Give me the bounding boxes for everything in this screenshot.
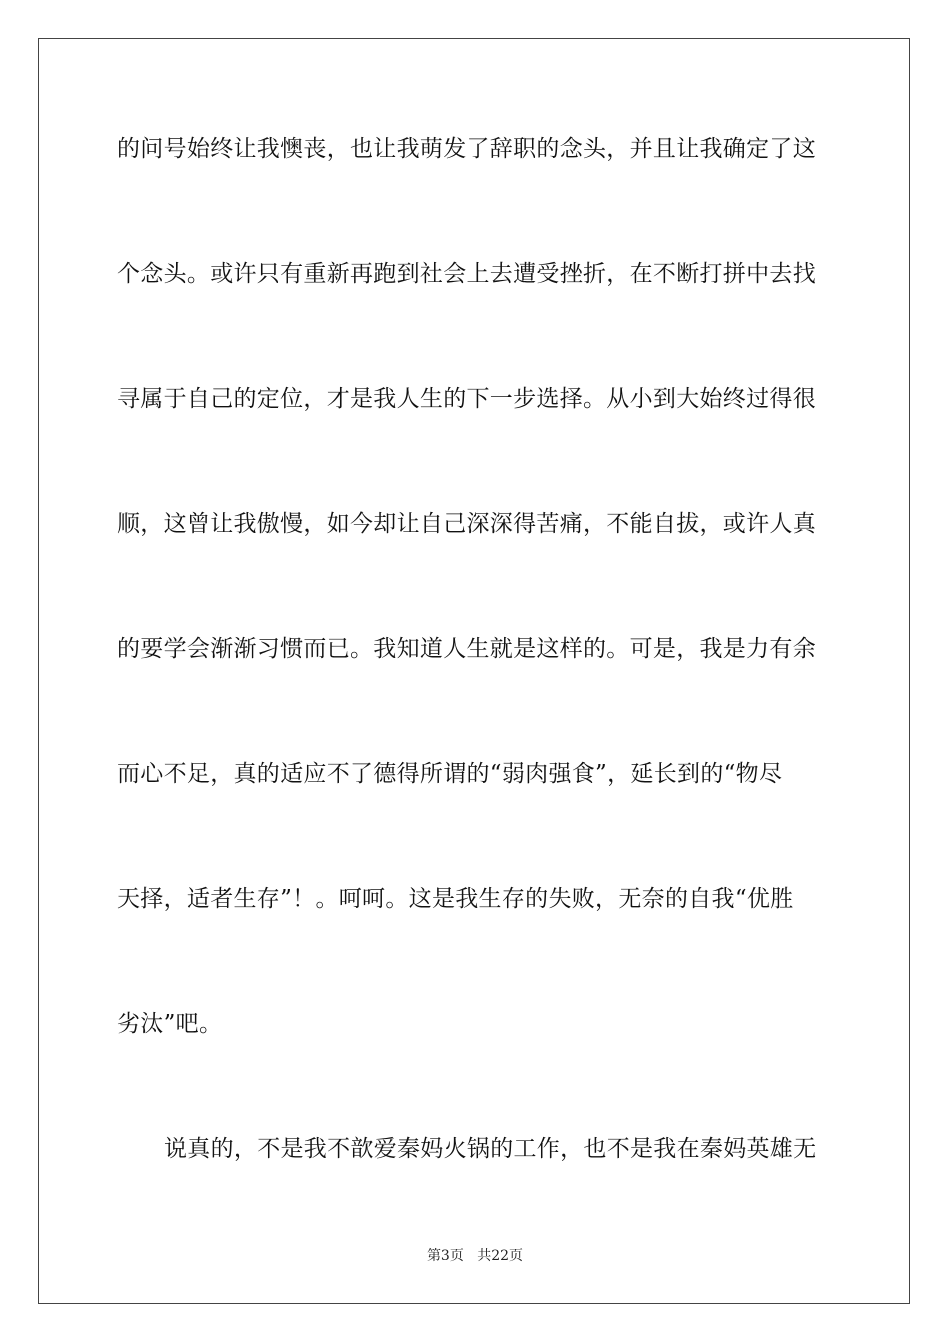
body-text-line: 寻属于自己的定位，才是我人生的下一步选择。从小到大始终过得很 xyxy=(117,386,816,412)
body-text-line: 的问号始终让我懊丧，也让我萌发了辞职的念头，并且让我确定了这 xyxy=(117,136,816,162)
page-number: 第3页 xyxy=(426,1248,464,1264)
page-border xyxy=(38,38,910,1304)
body-text-line: 的要学会渐渐习惯而已。我知道人生就是这样的。可是，我是力有余 xyxy=(117,636,816,662)
paragraph-first-line: 说真的，不是我不歆爱秦妈火锅的工作，也不是我在秦妈英雄无 xyxy=(164,1136,817,1162)
page-total: 共22页 xyxy=(477,1248,524,1264)
page-footer xyxy=(0,1247,950,1265)
body-text-line: 个念头。或许只有重新再跑到社会上去遭受挫折，在不断打拼中去找 xyxy=(117,261,816,287)
body-text-line: 而心不足，真的适应不了德得所谓的“弱肉强食”，延长到的“物尽 xyxy=(117,761,783,787)
body-text-line: 顺，这曾让我傲慢，如今却让自己深深得苦痛，不能自拔，或许人真 xyxy=(117,511,816,537)
body-text-line: 天择，适者生存”！。呵呵。这是我生存的失败，无奈的自我“优胜 xyxy=(117,886,794,912)
body-text-line: 劣汰”吧。 xyxy=(117,1011,223,1037)
